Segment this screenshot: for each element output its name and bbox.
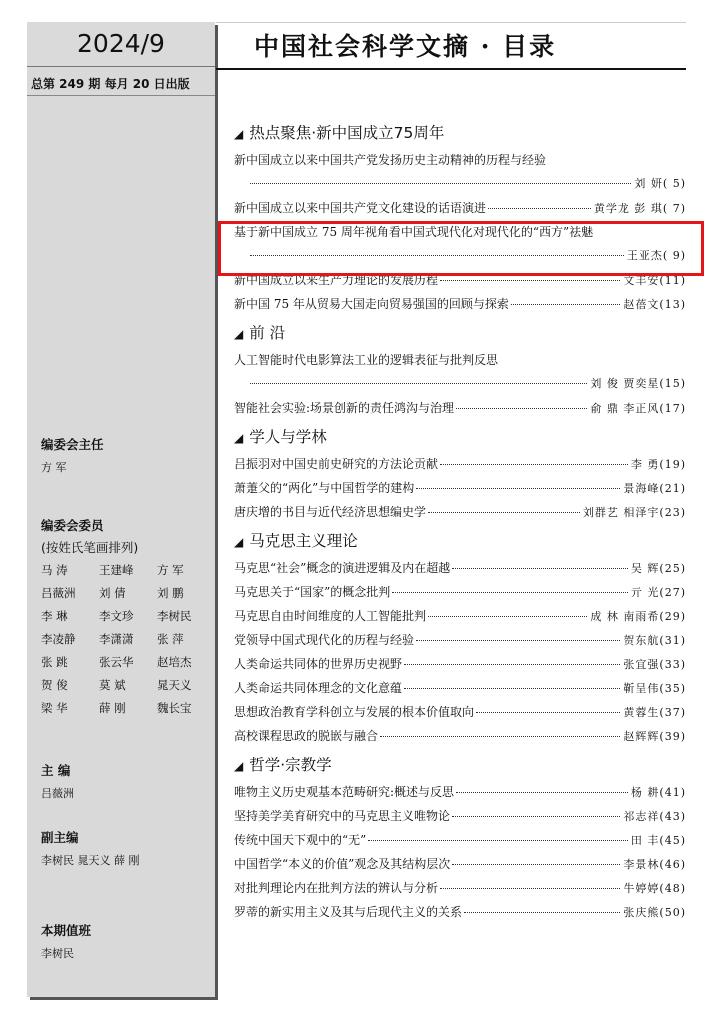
article-title: 新中国成立以来中国共产党发扬历史主动精神的历程与经验	[234, 153, 547, 167]
chair-name: 方 军	[41, 461, 67, 474]
member-name: 王建峰	[99, 563, 134, 577]
author-page: 赵辉辉(39)	[623, 730, 686, 743]
author-page: 吴 辉(25)	[630, 562, 686, 575]
article-title: 党领导中国式现代化的历程与经验	[234, 633, 415, 647]
editorial-board	[41, 434, 215, 965]
toc-entry[interactable]	[234, 628, 686, 652]
issue-year: 2024/9	[27, 22, 215, 67]
author-page: 刘 妍( 5)	[634, 177, 686, 190]
leader-dots	[440, 888, 620, 889]
leader-dots	[511, 304, 621, 305]
section-heading	[234, 750, 686, 780]
toc-entry[interactable]	[234, 676, 686, 700]
journal-title	[254, 27, 556, 63]
members-list	[41, 559, 215, 720]
author-page: 王亚杰( 9)	[626, 249, 686, 262]
author-page: 李 勇(19)	[630, 458, 686, 471]
leader-dots	[456, 408, 587, 409]
toc-entry[interactable]	[234, 556, 686, 580]
toc-entry[interactable]	[234, 172, 686, 196]
leader-dots	[428, 616, 587, 617]
member-name: 张 萍	[157, 632, 184, 646]
article-title: 罗蒂的新实用主义及其与后现代主义的关系	[234, 905, 463, 919]
section-name: 马克思主义理论	[249, 532, 358, 550]
article-title: 马克思自由时间维度的人工智能批判	[234, 609, 427, 623]
article-title: 基于新中国成立 75 周年视角看中国式现代化对现代化的“西方”祛魅	[234, 225, 594, 239]
member-name: 刘 鹏	[157, 586, 184, 600]
member-name: 李树民	[157, 609, 192, 623]
article-title: 萧萐父的“两化”与中国哲学的建构	[234, 481, 415, 495]
member-name: 魏长宝	[157, 701, 192, 715]
member-name: 莫 斌	[99, 678, 126, 692]
toc-entry[interactable]	[234, 652, 686, 676]
journal-name: 中国社会科学文摘 ·	[254, 32, 492, 61]
article-title: 人类命运共同体理念的文化意蕴	[234, 681, 403, 695]
leader-dots	[392, 592, 628, 593]
member-name: 赵培杰	[157, 655, 192, 669]
member-name: 李凌静	[41, 632, 76, 646]
member-name: 梁 华	[41, 701, 68, 715]
author-page: 刘 俊 贾奕星(15)	[590, 377, 686, 390]
section-heading	[234, 118, 686, 148]
toc-entry[interactable]	[234, 876, 686, 900]
toc-entry[interactable]	[234, 828, 686, 852]
article-title: 唯物主义历史观基本范畴研究:概述与反思	[234, 785, 455, 799]
author-page: 文丰安(11)	[623, 274, 686, 287]
section-heading	[234, 422, 686, 452]
section-heading	[234, 526, 686, 556]
member-name: 晁天义	[157, 678, 192, 692]
author-page: 张庆熊(50)	[623, 906, 686, 919]
member-name: 薛 刚	[99, 701, 126, 715]
article-title: 唐庆增的书目与近代经济思想编史学	[234, 505, 427, 519]
leader-dots	[250, 183, 631, 184]
author-page: 杨 耕(41)	[630, 786, 686, 799]
chief-editor-heading: 主 编	[41, 763, 71, 778]
article-title: 高校课程思政的脱嵌与融合	[234, 729, 379, 743]
issue-number: 总第 249 期 每月 20 日出版	[27, 67, 215, 96]
triangle-icon: ◢	[234, 431, 244, 445]
article-title: 传统中国天下观中的“无”	[234, 833, 367, 847]
article-title: 坚持美学美育研究中的马克思主义唯物论	[234, 809, 451, 823]
toc-entry[interactable]	[234, 724, 686, 748]
author-page: 牛婷婷(48)	[623, 882, 686, 895]
toc-entry[interactable]	[234, 148, 686, 172]
triangle-icon: ◢	[234, 127, 244, 141]
section-name: 前 沿	[249, 324, 286, 342]
deputy-editor-heading: 副主编	[41, 830, 79, 845]
member-name: 李 琳	[41, 609, 68, 623]
toc-entry[interactable]	[234, 852, 686, 876]
article-title: 马克思“社会”概念的演进逻辑及内在超越	[234, 561, 451, 575]
chair-heading: 编委会主任	[41, 437, 104, 452]
author-page: 景海峰(21)	[623, 482, 686, 495]
toc-entry[interactable]	[234, 604, 686, 628]
leader-dots	[488, 208, 591, 209]
leader-dots	[428, 512, 580, 513]
toc-entry[interactable]	[234, 780, 686, 804]
author-page: 靳呈伟(35)	[623, 682, 686, 695]
toc-label: 目录	[502, 32, 557, 61]
deputy-editor-names: 李树民 晁天义 薛 刚	[41, 854, 140, 867]
member-name: 贺 俊	[41, 678, 68, 692]
author-page: 祁志祥(43)	[623, 810, 686, 823]
article-title: 对批判理论内在批判方法的辨认与分析	[234, 881, 439, 895]
author-page: 黄蓉生(37)	[623, 706, 686, 719]
article-title: 新中国 75 年从贸易大国走向贸易强国的回顾与探索	[234, 297, 509, 311]
toc-entry[interactable]	[234, 292, 686, 316]
member-name: 马 涛	[41, 563, 68, 577]
article-title: 新中国成立以来中国共产党文化建设的话语演进	[234, 201, 487, 215]
article-title: 人工智能时代电影算法工业的逻辑表征与批判反思	[234, 353, 499, 367]
triangle-icon: ◢	[234, 759, 244, 773]
leader-dots	[404, 664, 620, 665]
author-page: 俞 鼎 李正风(17)	[590, 402, 686, 415]
author-page: 成 林 南雨希(29)	[590, 610, 686, 623]
section-name: 哲学·宗教学	[249, 756, 332, 774]
section-name: 学人与学林	[249, 428, 327, 446]
article-title: 人类命运共同体的世界历史视野	[234, 657, 403, 671]
chief-editor-name: 吕薇洲	[41, 787, 74, 800]
article-title: 中国哲学“本义的价值”观念及其结构层次	[234, 857, 451, 871]
triangle-icon: ◢	[234, 327, 244, 341]
member-name: 方 军	[157, 563, 184, 577]
leader-dots	[416, 640, 620, 641]
member-name: 李文珍	[99, 609, 134, 623]
leader-dots	[456, 792, 628, 793]
author-page: 亓 光(27)	[630, 586, 686, 599]
leader-dots	[404, 688, 620, 689]
article-title: 新中国成立以来生产力理论的发展历程	[234, 273, 439, 287]
members-heading: 编委会委员	[41, 518, 104, 533]
author-page: 刘群艺 相泽宇(23)	[582, 506, 686, 519]
leader-dots	[380, 736, 620, 737]
leader-dots	[452, 568, 628, 569]
article-title: 智能社会实验:场景创新的责任鸿沟与治理	[234, 401, 455, 415]
article-title: 吕振羽对中国史前史研究的方法论贡献	[234, 457, 439, 471]
author-page: 李景林(46)	[623, 858, 686, 871]
toc-entry[interactable]	[234, 348, 686, 372]
leader-dots	[416, 488, 620, 489]
toc-entry[interactable]	[234, 452, 686, 476]
author-page: 张宜强(33)	[623, 658, 686, 671]
article-title: 思想政治教育学科创立与发展的根本价值取向	[234, 705, 475, 719]
section-name: 热点聚焦·新中国成立75周年	[249, 124, 445, 142]
article-title: 马克思关于“国家”的概念批判	[234, 585, 391, 599]
author-page: 贺东航(31)	[623, 634, 686, 647]
author-page: 黄学龙 彭 琪( 7)	[593, 202, 686, 215]
author-page: 赵蓓文(13)	[623, 298, 686, 311]
toc-entry[interactable]	[234, 396, 686, 420]
member-name: 张 跳	[41, 655, 68, 669]
toc-entry[interactable]	[234, 196, 686, 220]
member-name: 李潇潇	[99, 632, 134, 646]
duty-name: 李树民	[41, 947, 74, 960]
toc-entry[interactable]	[234, 700, 686, 724]
toc-entry[interactable]	[234, 804, 686, 828]
toc-entry[interactable]	[234, 900, 686, 924]
leader-dots	[250, 383, 587, 384]
leader-dots	[452, 864, 620, 865]
leader-dots	[464, 912, 620, 913]
section-heading	[234, 318, 686, 348]
author-page: 田 丰(45)	[630, 834, 686, 847]
toc-entry[interactable]	[234, 580, 686, 604]
leader-dots	[440, 280, 620, 281]
highlight-box	[218, 221, 704, 276]
leader-dots	[368, 840, 628, 841]
member-name: 吕薇洲	[41, 586, 76, 600]
toc-entry[interactable]	[234, 500, 686, 524]
leader-dots	[440, 464, 628, 465]
toc-entry[interactable]	[234, 372, 686, 396]
members-note: (按姓氏笔画排列)	[41, 540, 139, 555]
leader-dots	[476, 712, 620, 713]
journal-header	[216, 22, 686, 70]
member-name: 刘 倩	[99, 586, 126, 600]
leader-dots	[452, 816, 620, 817]
toc-entry[interactable]	[234, 476, 686, 500]
sidebar	[27, 22, 215, 997]
member-name: 张云华	[99, 655, 134, 669]
duty-heading: 本期值班	[41, 923, 92, 938]
triangle-icon: ◢	[234, 535, 244, 549]
